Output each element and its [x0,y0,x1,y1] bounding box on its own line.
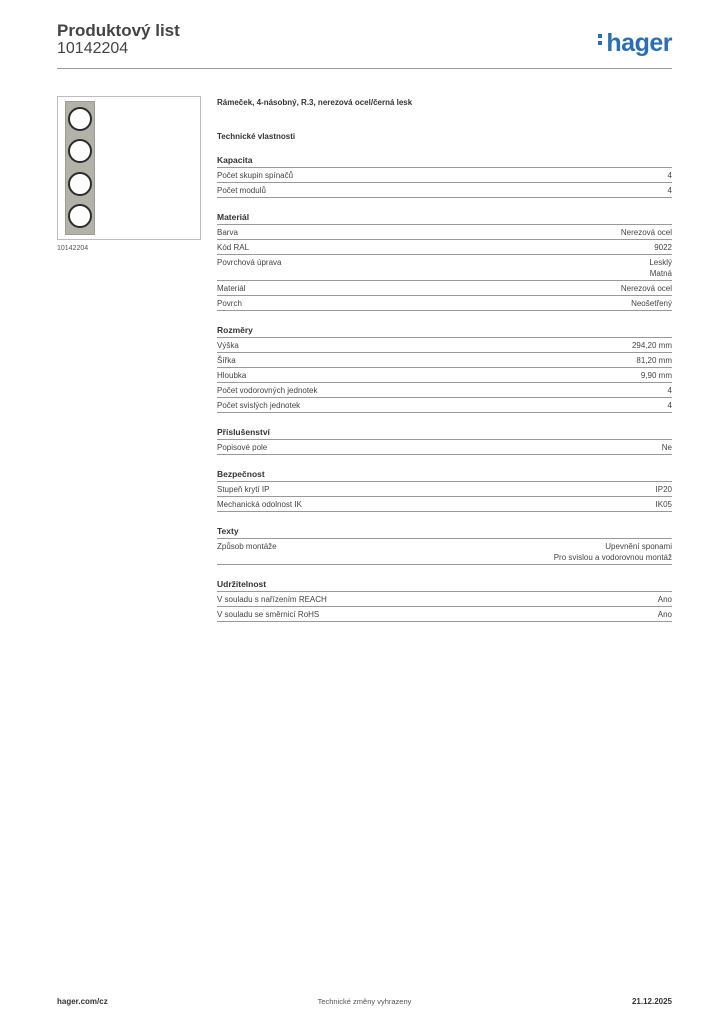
frame-opening [68,139,92,163]
section-title: Příslušenství [217,427,672,440]
technical-properties-title: Technické vlastnosti [217,132,296,141]
spec-value-line: IK05 [655,500,672,509]
product-code: 10142204 [57,40,129,57]
spec-section [217,469,672,512]
spec-value [632,340,672,351]
spec-value [656,499,672,510]
footer-website: hager.com/cz [57,997,108,1006]
spec-row [217,338,672,353]
spec-value-line: Ano [657,595,672,604]
spec-label: V souladu se směrnicí RoHS [217,610,320,619]
spec-label: Šířka [217,356,236,365]
spec-row [217,225,672,240]
spec-value-line: 4 [667,386,672,395]
page-title: Produktový list [57,21,180,40]
section-title: Kapacita [217,155,672,168]
frame-illustration [65,101,95,235]
section-title: Bezpečnost [217,469,672,482]
spec-value-line: Nerezová ocel [620,228,672,237]
spec-row [217,168,672,183]
frame-opening [68,204,92,228]
spec-value [658,594,672,605]
spec-value-line: 81,20 mm [636,356,672,365]
spec-section [217,325,672,413]
spec-row [217,398,672,413]
spec-value-line: Lesklý [649,258,672,267]
spec-label: Počet skupin spínačů [217,171,294,180]
spec-value-line: 4 [667,186,672,195]
frame-opening [68,107,92,131]
spec-row [217,383,672,398]
spec-row [217,368,672,383]
spec-label: Materiál [217,284,246,293]
footer-date: 21.12.2025 [631,997,672,1006]
spec-row [217,353,672,368]
spec-value-line: Pro svislou a vodorovnou montáž [553,553,672,562]
spec-value [668,170,672,181]
spec-row [217,183,672,198]
spec-row [217,482,672,497]
spec-row [217,240,672,255]
spec-label: Barva [217,228,238,237]
logo-text: hager [606,29,672,57]
spec-section [217,526,672,565]
spec-value-line: Ne [661,443,672,452]
spec-value-line: IP20 [655,485,672,494]
section-title: Texty [217,526,672,539]
spec-label: V souladu s nařízením REACH [217,595,327,604]
spec-label: Povrchová úprava [217,258,282,267]
spec-value [621,283,672,294]
spec-row [217,281,672,296]
spec-label: Hloubka [217,371,247,380]
spec-section [217,155,672,198]
spec-row [217,607,672,622]
spec-value-line: 4 [667,171,672,180]
header-divider [57,68,672,69]
spec-row [217,440,672,455]
spec-value [658,609,672,620]
footer-notice: Technické změny vyhrazeny [317,997,412,1006]
page-footer [57,997,672,1011]
spec-label: Stupeň krytí IP [217,485,270,494]
spec-section [217,579,672,622]
spec-value [636,355,672,366]
spec-value [654,242,672,253]
spec-content [217,96,672,622]
logo-dots-icon [598,31,604,48]
spec-label: Kód RAL [217,243,250,252]
spec-value-line: Matná [649,269,672,278]
product-image [57,96,201,240]
spec-label: Počet vodorovných jednotek [217,386,318,395]
spec-value [621,227,672,238]
spec-section [217,427,672,455]
image-caption: 10142204 [57,245,89,252]
spec-label: Povrch [217,299,242,308]
spec-row [217,255,672,281]
spec-value [662,442,672,453]
spec-value [668,400,672,411]
spec-label: Počet svislých jednotek [217,401,301,410]
spec-row [217,539,672,565]
spec-value [656,484,672,495]
spec-label: Popisové pole [217,443,268,452]
spec-row [217,497,672,512]
spec-value [554,541,672,563]
spec-value [649,257,672,279]
spec-row [217,592,672,607]
spec-value [668,385,672,396]
hager-logo [598,29,672,58]
spec-value [641,370,672,381]
section-title: Udržitelnost [217,579,672,592]
spec-sections [217,155,672,622]
frame-opening [68,172,92,196]
spec-value-line: 9,90 mm [640,371,672,380]
spec-value-line: Neošetřený [631,299,672,308]
spec-label: Počet modulů [217,186,266,195]
spec-value-line: 4 [667,401,672,410]
spec-value-line: Upevnění sponami [605,542,672,551]
spec-row [217,296,672,311]
spec-value-line: 9022 [654,243,672,252]
spec-value [631,298,672,309]
spec-label: Mechanická odolnost IK [217,500,302,509]
spec-value-line: Ano [657,610,672,619]
spec-value [668,185,672,196]
spec-value-line: Nerezová ocel [620,284,672,293]
section-title: Rozměry [217,325,672,338]
section-title: Materiál [217,212,672,225]
spec-label: Způsob montáže [217,542,277,551]
page-header [57,21,672,69]
spec-section [217,212,672,311]
product-description: Rámeček, 4-násobný, R.3, nerezová ocel/černá lesk [217,98,413,107]
spec-value-line: 294,20 mm [631,341,672,350]
spec-label: Výška [217,341,239,350]
